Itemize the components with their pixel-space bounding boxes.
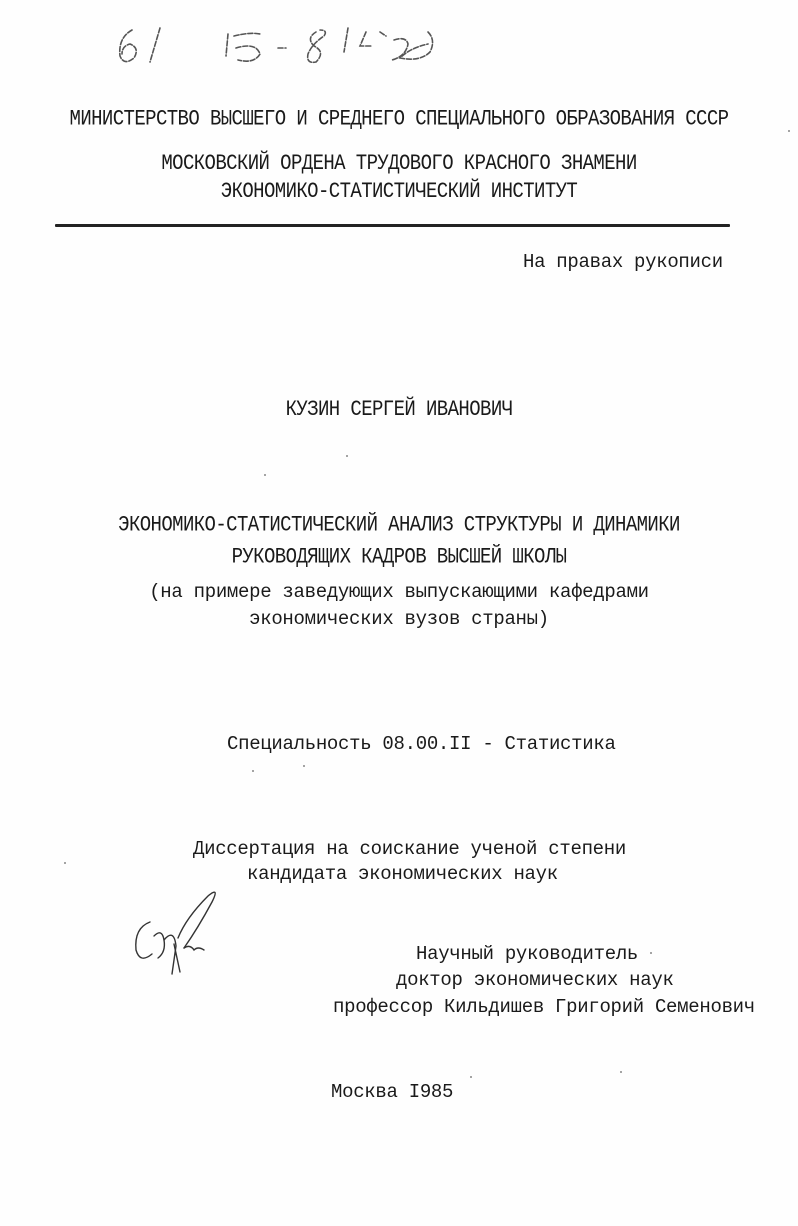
subtitle-line1: (на примере заведующих выпускающими кафедрами [149, 581, 649, 603]
scan-speck [303, 765, 305, 767]
header-divider [55, 224, 730, 227]
institute-name-line2: ЭКОНОМИКО-СТАТИСТИЧЕСКИЙ ИНСТИТУТ [220, 178, 578, 204]
scan-speck [64, 862, 66, 864]
author-signature [128, 888, 238, 978]
institute-name-line1: МОСКОВСКИЙ ОРДЕНА ТРУДОВОГО КРАСНОГО ЗНАМЕНИ [161, 150, 637, 176]
scan-speck [620, 1071, 622, 1073]
author-name: КУЗИН СЕРГЕЙ ИВАНОВИЧ [285, 396, 513, 422]
handwritten-catalog-number [110, 8, 440, 68]
scan-speck [650, 952, 652, 954]
title-line2: РУКОВОДЯЩИХ КАДРОВ ВЫСШЕЙ ШКОЛЫ [231, 544, 567, 570]
manuscript-note: На правах рукописи [523, 251, 723, 273]
specialty: Специальность 08.00.II - Статистика [227, 733, 616, 755]
subtitle-line2: экономических вузов страны) [249, 608, 549, 630]
scan-speck [252, 770, 254, 772]
scan-speck [470, 1076, 472, 1078]
degree-line1: Диссертация на соискание ученой степени [193, 838, 626, 860]
degree-line2: кандидата экономических наук [247, 863, 558, 885]
ministry-name: МИНИСТЕРСТВО ВЫСШЕГО И СРЕДНЕГО СПЕЦИАЛЬНОГО ОБРАЗОВАНИЯ СССР [69, 106, 729, 132]
supervisor-role: Научный руководитель [416, 943, 639, 965]
supervisor-name: профессор Кильдишев Григорий Семенович [333, 996, 755, 1018]
supervisor-degree: доктор экономических наук [396, 969, 674, 991]
title-line1: ЭКОНОМИКО-СТАТИСТИЧЕСКИЙ АНАЛИЗ СТРУКТУРЫ И ДИНАМИКИ [118, 512, 680, 538]
place-and-year: Москва I985 [331, 1081, 454, 1103]
scan-speck [788, 130, 790, 132]
scan-speck [264, 474, 266, 476]
scan-speck [346, 455, 348, 457]
